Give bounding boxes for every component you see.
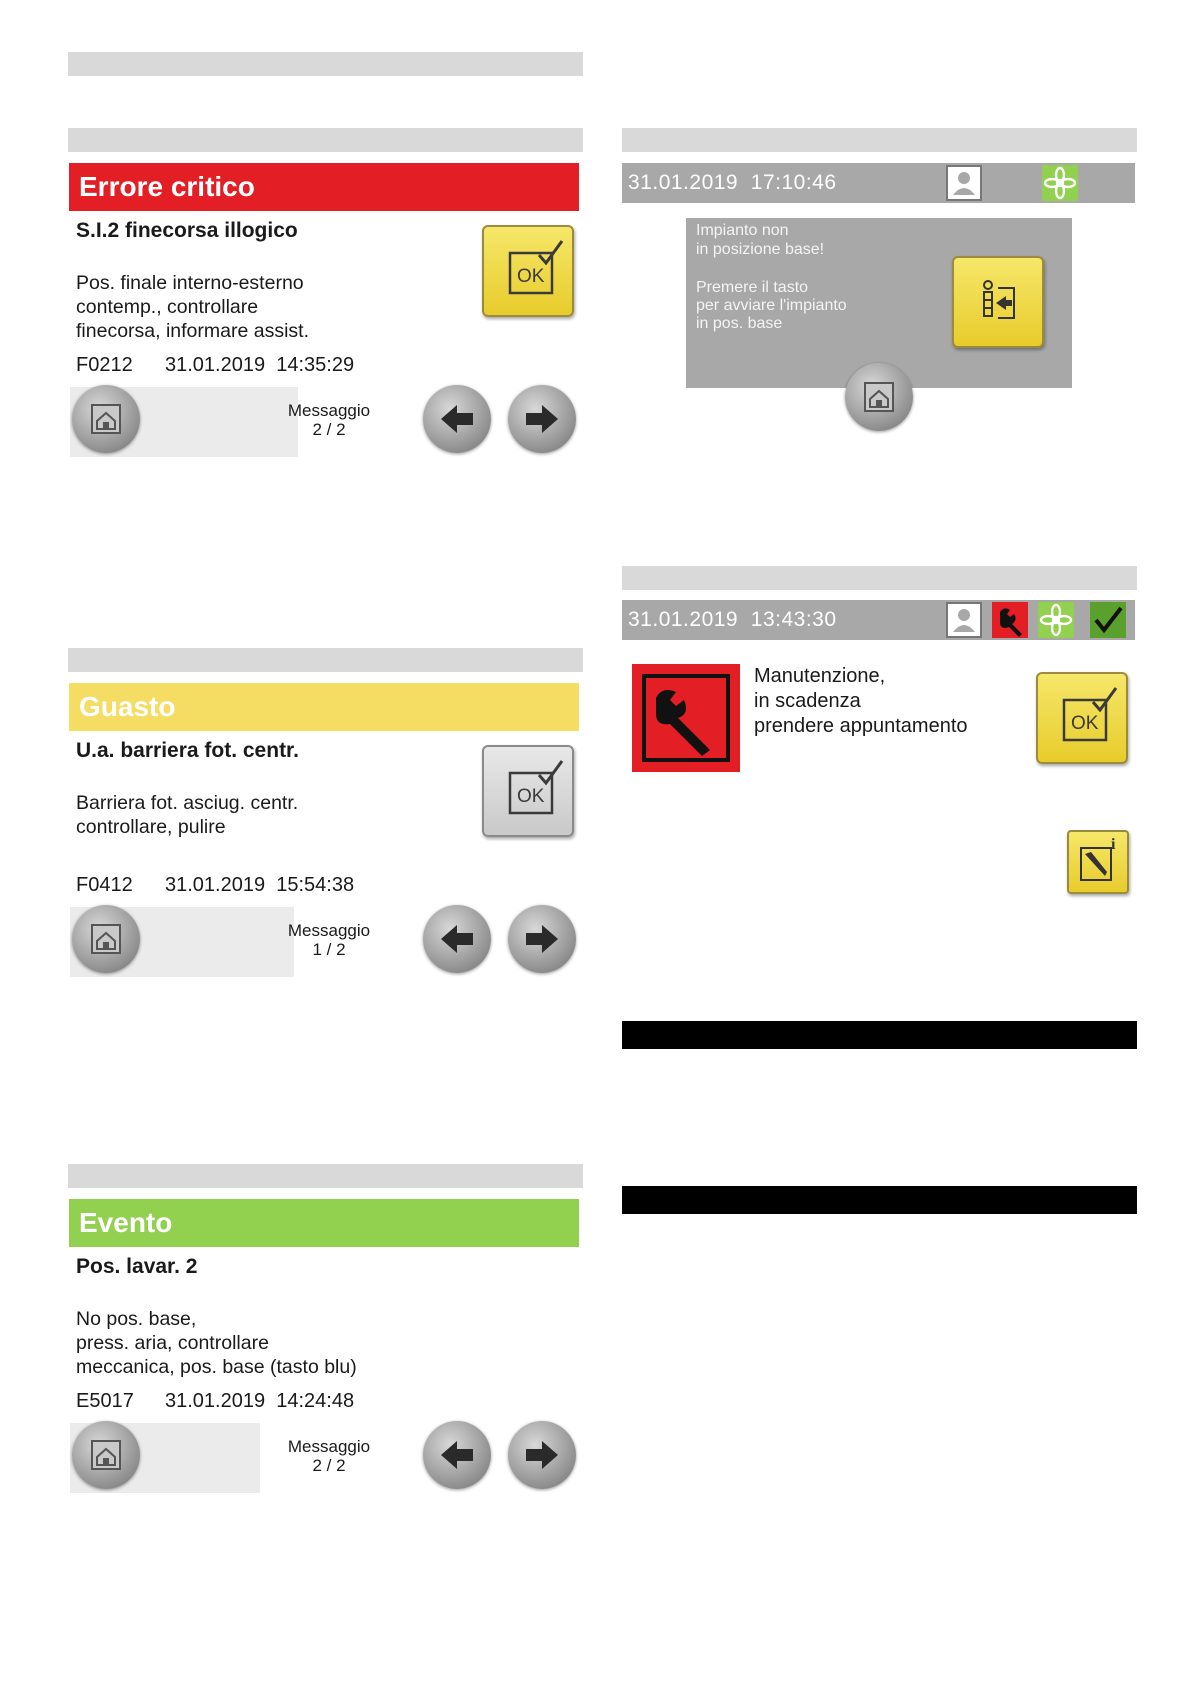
message-counter: Messaggio 2 / 2 [287, 401, 371, 439]
message-code: F0212 [76, 354, 133, 376]
message-datetime: 31.01.2019 14:24:48 [165, 1390, 355, 1412]
section-divider [68, 1164, 583, 1188]
section-divider [68, 52, 583, 76]
ok-button[interactable] [482, 745, 574, 837]
next-button[interactable] [508, 385, 576, 453]
message-code: F0412 [76, 874, 133, 896]
maintenance-warning-icon [632, 664, 740, 772]
maintenance-message: Manutenzione, in scadenza prendere appuntamento [754, 665, 968, 737]
previous-button[interactable] [423, 1421, 491, 1489]
status-bar [622, 600, 1135, 640]
next-button[interactable] [508, 905, 576, 973]
wrench-icon[interactable] [992, 602, 1028, 638]
home-icon [72, 385, 140, 453]
section-divider [622, 1186, 1137, 1214]
arrow-right-icon [508, 385, 576, 453]
svg-text:OK: OK [517, 786, 545, 807]
maintenance-info-icon [1069, 832, 1129, 892]
flower-icon[interactable] [1042, 165, 1078, 201]
message-datetime: 31.01.2019 14:35:29 [165, 354, 355, 376]
dialog-instruction-text: Premere il tasto per avviare l'impianto in pos. base [696, 279, 847, 332]
check-icon[interactable] [1090, 602, 1126, 638]
section-divider [622, 1021, 1137, 1049]
message-header: Errore critico [69, 163, 579, 211]
svg-text:i: i [1111, 836, 1116, 853]
arrow-left-icon [423, 385, 491, 453]
move-to-base-button[interactable] [952, 256, 1044, 348]
arrow-right-icon [508, 905, 576, 973]
section-divider [68, 648, 583, 672]
flower-icon[interactable] [1038, 602, 1074, 638]
svg-text:OK: OK [517, 266, 545, 287]
ok-button[interactable] [1036, 672, 1128, 764]
message-description: Pos. finale interno-esterno contemp., controllare finecorsa, informare assist. [76, 272, 310, 342]
message-panel-fault [68, 683, 583, 983]
home-icon [845, 363, 913, 431]
ok-button[interactable] [482, 225, 574, 317]
home-icon [72, 905, 140, 973]
ok-check-icon [484, 227, 576, 319]
message-header: Evento [69, 1199, 579, 1247]
status-bar [622, 163, 1135, 203]
message-description: No pos. base, press. aria, controllare meccanica, pos. base (tasto blu) [76, 1308, 357, 1378]
status-datetime: 31.01.2019 13:43:30 [628, 608, 837, 631]
message-title: S.I.2 finecorsa illogico [76, 219, 298, 242]
wrench-icon [632, 664, 740, 772]
move-to-base-icon [954, 258, 1046, 350]
message-counter: Messaggio 2 / 2 [287, 1437, 371, 1475]
message-title: U.a. barriera fot. centr. [76, 739, 299, 762]
home-icon [72, 1421, 140, 1489]
message-title: Pos. lavar. 2 [76, 1255, 198, 1278]
svg-text:OK: OK [1071, 713, 1099, 734]
message-panel-critical [68, 163, 583, 463]
message-counter: Messaggio 1 / 2 [287, 921, 371, 959]
message-header: Guasto [69, 683, 579, 731]
message-panel-event [68, 1199, 583, 1499]
message-description: Barriera fot. asciug. centr. controllare, pulire [76, 792, 299, 838]
home-button[interactable] [72, 905, 140, 973]
home-button[interactable] [72, 1421, 140, 1489]
user-icon[interactable] [946, 602, 982, 638]
section-divider [622, 566, 1137, 590]
status-datetime: 31.01.2019 17:10:46 [628, 171, 837, 194]
section-divider [622, 128, 1137, 152]
section-divider [68, 128, 583, 152]
previous-button[interactable] [423, 385, 491, 453]
previous-button[interactable] [423, 905, 491, 973]
dialog-warning-text: Impianto non in posizione base! [696, 222, 825, 258]
user-icon[interactable] [946, 165, 982, 201]
home-button[interactable] [72, 385, 140, 453]
arrow-right-icon [508, 1421, 576, 1489]
maintenance-info-button[interactable] [1067, 830, 1129, 894]
arrow-left-icon [423, 905, 491, 973]
next-button[interactable] [508, 1421, 576, 1489]
message-code: E5017 [76, 1390, 134, 1412]
arrow-left-icon [423, 1421, 491, 1489]
ok-check-icon [484, 747, 576, 839]
message-datetime: 31.01.2019 15:54:38 [165, 874, 355, 896]
ok-check-icon [1038, 674, 1130, 766]
home-button[interactable] [845, 363, 913, 431]
